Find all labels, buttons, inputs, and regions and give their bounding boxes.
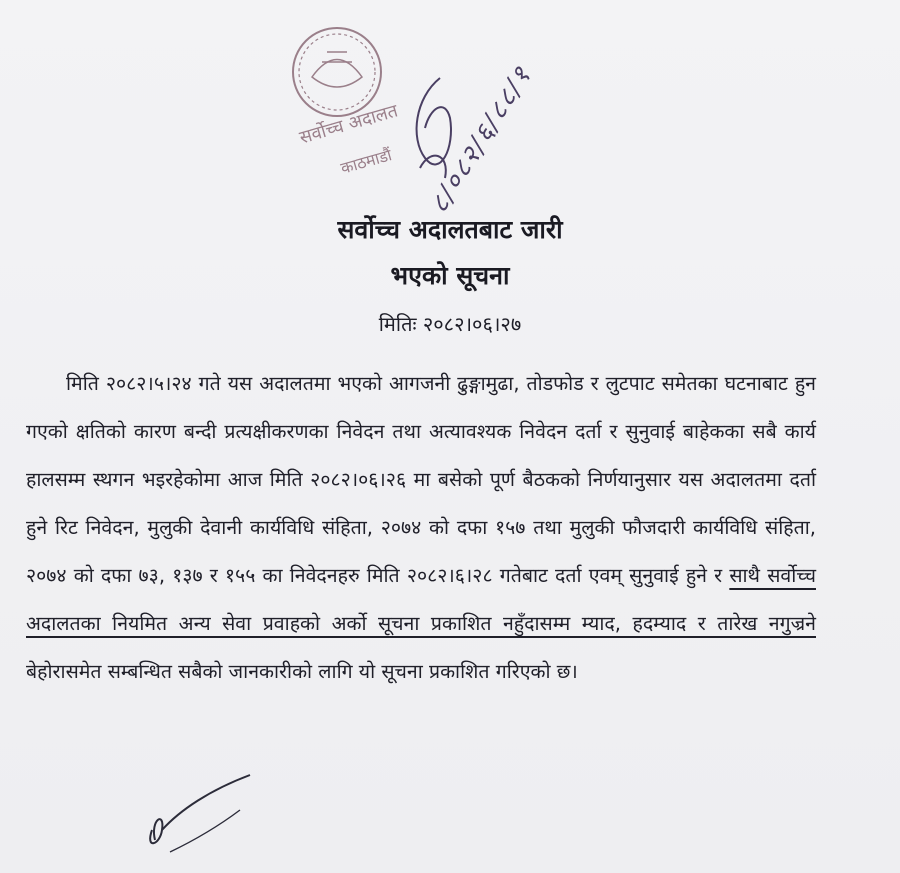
body-text-main: मिति २०८२।५।२४ गते यस अदालतमा भएको आगजनी ढुङ्गामुढा, तोडफोड र लुटपाट समेतका घटनाबाट हुन गएको क्षतिको कारण बन्दी प्रत्यक्षीकरणका निवेदन तथा अत्यावश्यक निवेदन दर्ता र सुनुवाई बाहेकका सबै कार्य हालसम्म स्थगन भइरहेकोमा आज मिति २०८२।०६।२६ मा बसेको पूर्ण बैठकको निर्णयानुसार यस अदालतमा दर्ता हुने रिट निवेदन, मुलुकी देवानी कार्यविधि संहिता, २०७४ को दफा १५७ तथा मुलुकी फौजदारी कार्यविधि संहिता, २०७४ को दफा ७३, १३७ र १५५ का निवेदनहरु मिति २०८२।६।२८ गतेबाट दर्ता एवम् सुनुवाई हुने र (26, 372, 816, 587)
notice-title-line-1: सर्वोच्च अदालतबाट जारी (337, 215, 563, 244)
seal-text-court: सर्वोच्च अदालत (297, 100, 401, 149)
notice-date: मितिः २०८२।०६।२७ (378, 312, 522, 336)
body-text-closing: बेहोरासमेत सम्बन्धित सबैको जानकारीको लागि यो सूचना प्रकाशित गरिएको छ। (26, 660, 578, 683)
seal-text-city: काठमाडौं (338, 145, 394, 178)
handwritten-date: ८/०८२/६/८८/१ (424, 60, 539, 219)
body-text-underlined: साथै सर्वोच्च अदालतका नियमित अन्य सेवा प्रवाहको अर्को सूचना प्रकाशित नहुँदासम्म म्याद, हदम्याद र तारेख नगुज्रने (26, 564, 816, 635)
notice-body (26, 360, 816, 696)
signature-icon (140, 770, 270, 860)
notice-title-line-2: भएको सूचना (390, 261, 510, 290)
